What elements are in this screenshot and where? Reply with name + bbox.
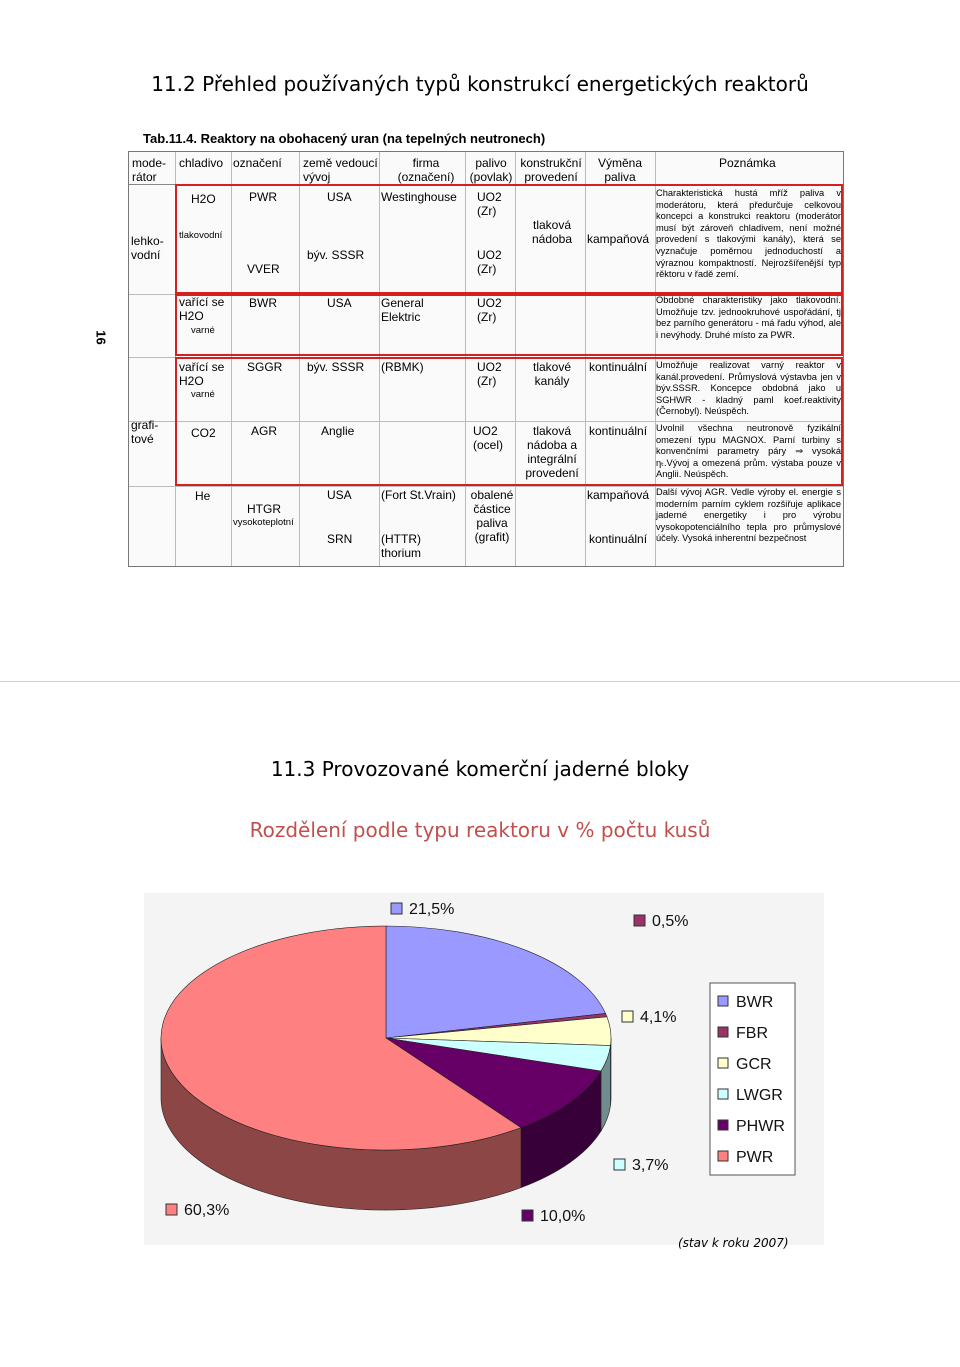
row-htgr-country: USA [327, 488, 352, 502]
row-bwr-fuel: UO2 (Zr) [477, 296, 502, 324]
data-label-lwgr: 3,7% [632, 1157, 669, 1174]
side-page-number: 16 [93, 330, 109, 345]
row-htgr-refueling: kampaňová [587, 488, 650, 502]
row-sggr-company: (RBMK) [381, 360, 424, 374]
slide2-title: 11.3 Provozované komerční jaderné bloky [270, 757, 690, 781]
row-agr-country: Anglie [321, 424, 355, 438]
data-label-swatch-lwgr [614, 1159, 625, 1170]
moderator-light-water: lehko-vodní [131, 234, 164, 262]
data-label-gcr: 4,1% [640, 1009, 677, 1026]
row-agr-refueling: kontinuální [589, 424, 648, 438]
header-moderator: mode-rátor [132, 156, 167, 184]
coolant-boiling-label: varné [191, 325, 215, 336]
header-refueling: Výměna paliva [597, 156, 643, 184]
legend-label-gcr: GCR [736, 1056, 772, 1073]
note-htgr: Další vývoj AGR. Vedle výroby el. energie s moderním parním cyklem rozšiřuje aplikace jaderné energetiky i pro výrobu vysokopotenciálního tepla pro průmyslové účely. Vysoká inherentní bezpečnost [656, 487, 841, 544]
row-sggr-construction: tlakové kanály [532, 360, 572, 388]
data-label-swatch-phwr [522, 1210, 533, 1221]
footnote: (stav k roku 2007) [678, 1236, 789, 1250]
row-htgr-name: HTGR [247, 502, 281, 516]
lwr-refueling: kampaňová [587, 232, 650, 246]
note-agr: Uvolnil všechna neutronově fyzikální omezení typu MAGNOX. Parní turbiny s konvenčními parametry páry ⇒ vysoká ηₜ.Vývoj a omezená prům. výstaba pouze v Anglii. Neúspěch. [656, 423, 841, 480]
row-pwr-fuel: UO2 (Zr) [477, 190, 502, 218]
table-caption-prefix: Tab.11.4. [143, 131, 197, 146]
row-sggr-refueling: kontinuální [589, 360, 648, 374]
row-bwr-name: BWR [249, 296, 277, 310]
legend-swatch-fbr [718, 1027, 728, 1037]
note-sggr: Umožňuje realizovat varný reaktor v kanál.provedení. Průmyslová výstavba jen v býv.SSSR. Koncepce obdobná jako u SGHWR - kladný paml koef.reaktivity (Černobyl). Neúspěch. [656, 360, 841, 417]
slide2-subtitle: Rozdělení podle typu reaktoru v % počtu kusů [249, 818, 711, 842]
coolant-pressurized: tlakovodní [179, 230, 223, 241]
row-srn-country: SRN [327, 532, 353, 546]
lwr-construction: tlaková nádoba [531, 218, 573, 246]
row-agr-fuel: UO2 (ocel) [473, 424, 504, 452]
row-agr-construction: tlaková nádoba a integrální provedení [525, 424, 579, 480]
legend-label-phwr: PHWR [736, 1118, 785, 1135]
data-label-fbr: 0,5% [652, 913, 689, 930]
header-designation: označení [233, 156, 282, 170]
table-caption-text: Reaktory na obohacený uran (na tepelných neutronech) [196, 131, 546, 146]
coolant-h2o: H2O [191, 192, 216, 206]
note-bwr: Obdobné charakteristiky jako tlakovodní. Umožňuje tzv. jednookruhové uspořádání, tj bez parního generátoru - má řadu výhod, ale i nevýhody. Druhé místo za PWR. [656, 295, 841, 340]
legend-label-bwr: BWR [736, 994, 774, 1011]
row-pwr-company: Westinghouse [381, 190, 457, 204]
row-sggr-country: býv. SSSR [307, 360, 365, 374]
row-pwr-country: USA [327, 190, 352, 204]
coolant-boiling-h2o-2: vařící se H2O [179, 360, 225, 388]
row-srn-refueling: kontinuální [589, 532, 648, 546]
coolant-boiling-label-2: varné [191, 389, 215, 400]
data-label-swatch-bwr [391, 903, 402, 914]
legend-swatch-pwr [718, 1151, 728, 1161]
data-label-swatch-pwr [166, 1204, 177, 1215]
legend-box [710, 983, 795, 1175]
row-htgr-company: (Fort St.Vrain) [381, 488, 456, 502]
data-label-bwr: 21,5% [409, 901, 455, 918]
reactor-table [128, 151, 844, 567]
coolant-boiling-h2o: vařící se H2O [179, 295, 225, 323]
header-coolant: chladivo [179, 156, 224, 170]
header-construction: konstrukční provedení [520, 156, 582, 184]
pie-chart [144, 893, 824, 1245]
legend-swatch-gcr [718, 1058, 728, 1068]
row-vver-fuel: UO2 (Zr) [477, 248, 502, 276]
legend-swatch-bwr [718, 996, 728, 1006]
highlight-bwr [175, 294, 843, 356]
coolant-he: He [195, 489, 211, 503]
legend-label-lwgr: LWGR [736, 1087, 783, 1104]
page-divider [0, 681, 960, 682]
header-company: firma (označení) [397, 156, 455, 184]
highlight-sggr-agr [175, 357, 843, 486]
pie-chart-area [144, 893, 824, 1245]
row-bwr-country: USA [327, 296, 352, 310]
legend-label-fbr: FBR [736, 1025, 768, 1042]
row-agr-name: AGR [251, 424, 278, 438]
row-vver-country: býv. SSSR [307, 248, 365, 262]
row-pwr-name: PWR [249, 190, 277, 204]
data-label-swatch-fbr [634, 915, 645, 926]
row-sggr-name: SGGR [247, 360, 283, 374]
header-country: země vedoucí vývoj [303, 156, 378, 184]
highlight-pwr-vver [175, 184, 843, 294]
row-htgr-subname: vysokoteplotní [233, 517, 294, 528]
table-caption [143, 131, 545, 146]
data-label-swatch-gcr [622, 1011, 633, 1022]
data-label-pwr: 60,3% [184, 1202, 230, 1219]
note-pwr: Charakteristická hustá mříž paliva v moderátoru, která předurčuje celkovou koncepci a konstrukci reaktoru (moderátor musí být zároveň chladivem, není možné provedení s tlakovými kanály), která se vyznačuje poměrnou jednoduchostí a výraznou kompaktností. Nejrozšířenější typ rěktoru v řadě zemí. [656, 188, 841, 280]
slide1-title: 11.2 Přehled používaných typů konstrukcí energetických reaktorů [151, 72, 809, 96]
row-sggr-fuel: UO2 (Zr) [477, 360, 502, 388]
row-vver-name: VVER [247, 262, 280, 276]
header-note: Poznámka [719, 156, 776, 170]
row-srn-company: (HTTR) thorium [381, 532, 422, 560]
moderator-graphite: grafi-tové [131, 418, 159, 446]
legend-swatch-phwr [718, 1120, 728, 1130]
header-fuel: palivo (povlak) [469, 156, 513, 184]
data-label-phwr: 10,0% [540, 1208, 586, 1225]
legend-swatch-lwgr [718, 1089, 728, 1099]
row-htgr-fuel: obalené částice paliva (grafit) [470, 488, 514, 544]
legend-label-pwr: PWR [736, 1149, 774, 1166]
coolant-co2: CO2 [191, 426, 216, 440]
row-bwr-company: General Elektric [381, 296, 424, 324]
